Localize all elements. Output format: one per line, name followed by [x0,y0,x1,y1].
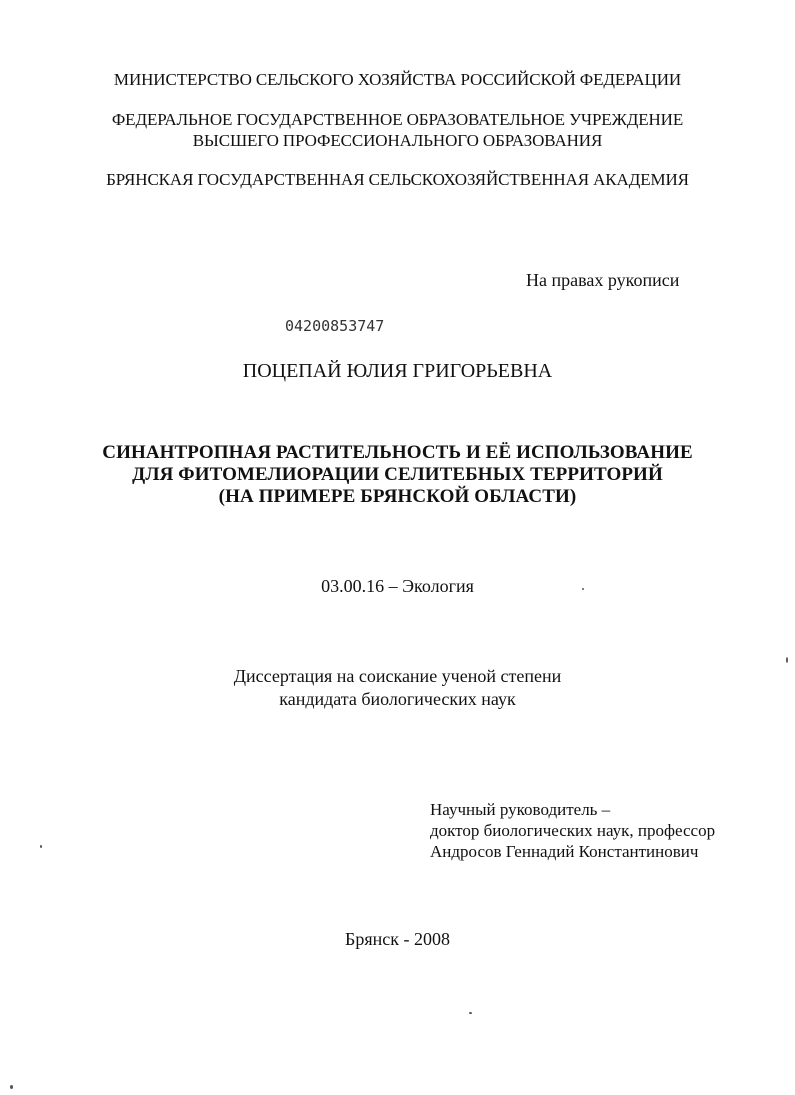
ministry-heading: МИНИСТЕРСТВО СЕЛЬСКОГО ХОЗЯЙСТВА РОССИЙСКОЙ ФЕДЕРАЦИИ [113,70,682,89]
degree-line2: кандидата биологических наук [279,689,516,709]
supervisor-name: Андросов Геннадий Константинович [430,842,699,861]
manuscript-note: На правах рукописи [526,270,680,290]
institution-heading-line1: ФЕДЕРАЛЬНОЕ ГОСУДАРСТВЕННОЕ ОБРАЗОВАТЕЛЬНОЕ УЧРЕЖДЕНИЕ [111,110,684,129]
scan-speck [582,588,584,590]
supervisor-label: Научный руководитель – [430,800,611,819]
scan-speck [786,657,788,663]
dissertation-title-line3: (НА ПРИМЕРЕ БРЯНСКОЙ ОБЛАСТИ) [218,486,577,507]
place-and-year: Брянск - 2008 [345,929,450,949]
academy-heading: БРЯНСКАЯ ГОСУДАРСТВЕННАЯ СЕЛЬСКОХОЗЯЙСТВЕННАЯ АКАДЕМИЯ [106,170,689,189]
dissertation-title-line1: СИНАНТРОПНАЯ РАСТИТЕЛЬНОСТЬ И ЕЁ ИСПОЛЬЗОВАНИЕ [102,442,693,463]
institution-heading-line2: ВЫСШЕГО ПРОФЕССИОНАЛЬНОГО ОБРАЗОВАНИЯ [192,131,603,150]
specialty-code: 03.00.16 – Экология [321,576,474,596]
dissertation-title-line2: ДЛЯ ФИТОМЕЛИОРАЦИИ СЕЛИТЕБНЫХ ТЕРРИТОРИЙ [132,464,663,485]
author-name: ПОЦЕПАЙ ЮЛИЯ ГРИГОРЬЕВНА [242,360,553,382]
degree-line1: Диссертация на соискание ученой степени [233,666,562,686]
catalog-number: 04200853747 [285,317,385,335]
scan-speck [10,1085,13,1089]
scan-speck [40,845,42,848]
supervisor-rank: доктор биологических наук, профессор [430,821,716,840]
scan-speck [469,1012,472,1014]
